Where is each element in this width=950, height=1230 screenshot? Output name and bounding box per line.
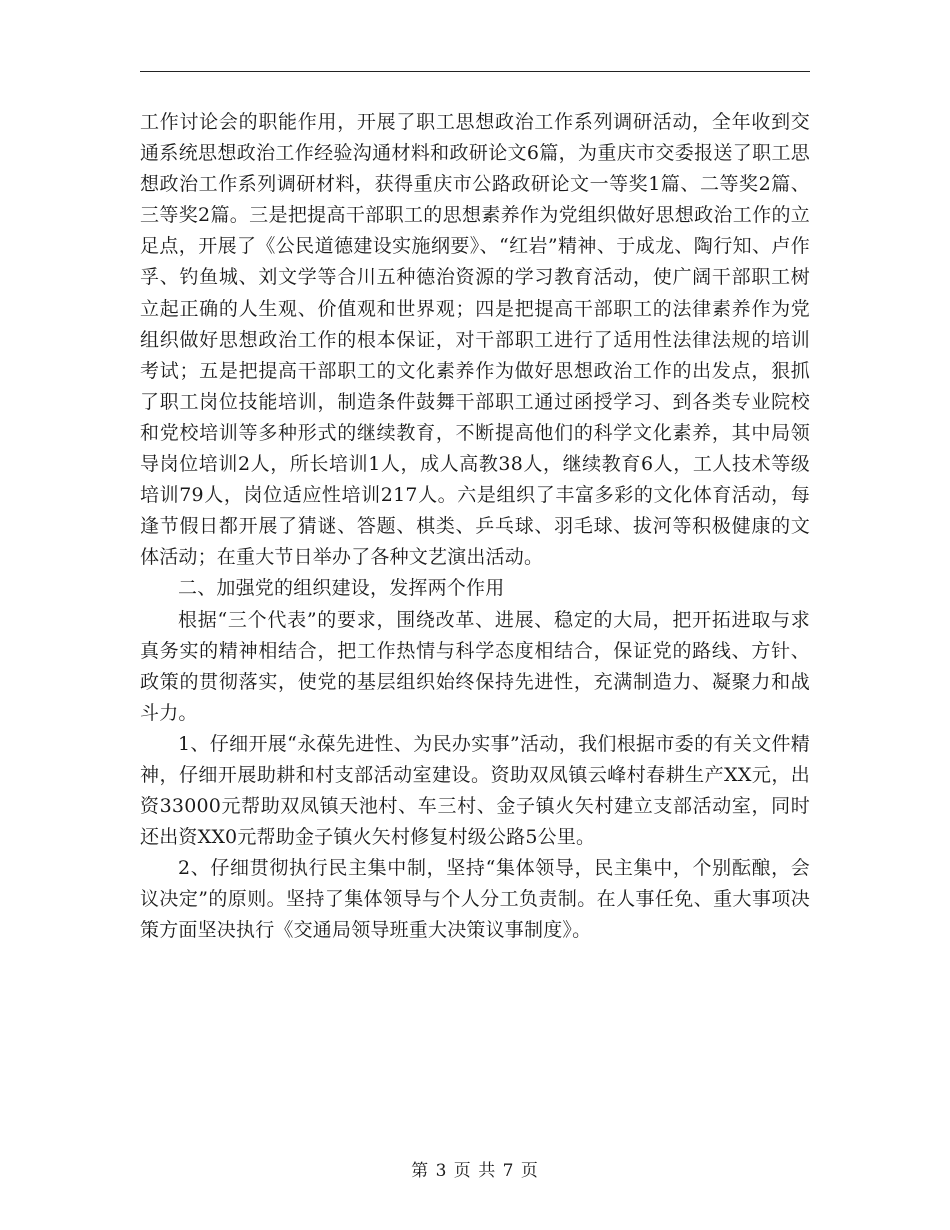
paragraph-3: 根据“三个代表”的要求，围绕改革、进展、稳定的大局，把开拓进取与求真务实的精神相结合，把工作热情与科学态度相结合，保证党的路线、方针、政策的贯彻落实，使党的基层组织始终保持先进性，充满制造力、凝聚力和战斗力。 bbox=[140, 608, 810, 724]
section-heading: 二、加强党的组织建设，发挥两个作用 bbox=[178, 577, 505, 600]
page-number: 第 3 页 共 7 页 bbox=[411, 1161, 539, 1181]
paragraph-5: 2、仔细贯彻执行民主集中制，坚持“集体领导，民主集中，个别酝酿，会议决定”的原则。坚持了集体领导与个人分工负责制。在人事任免、重大事项决策方面坚决执行《交通局领导班重大决策议事制度》。 bbox=[140, 857, 810, 942]
page-footer bbox=[0, 1156, 950, 1181]
header-rule bbox=[140, 71, 810, 72]
paragraph-4: 1、仔细开展“永葆先进性、为民办实事”活动，我们根据市委的有关文件精神，仔细开展助耕和村支部活动室建设。资助双凤镇云峰村春耕生产XX元，出资33000元帮助双凤镇天池村、车三村、金子镇火矢村建立支部活动室，同时还出资XX0元帮助金子镇火矢村修复村级公路5公里。 bbox=[140, 732, 810, 849]
paragraph-1: 工作讨论会的职能作用，开展了职工思想政治工作系列调研活动，全年收到交通系统思想政治工作经验沟通材料和政研论文6篇，为重庆市交委报送了职工思想政治工作系列调研材料，获得重庆市公路政研论文一等奖1篇、二等奖2篇、三等奖2篇。三是把提高干部职工的思想素养作为党组织做好思想政治工作的立足点，开展了《公民道德建设实施纲要》、“红岩”精神、于成龙、陶行知、卢作孚、钓鱼城、刘文学等合川五种德治资源的学习教育活动，使广阔干部职工树立起正确的人生观、价值观和世界观；四是把提高干部职工的法律素养作为党组织做好思想政治工作的根本保证，对干部职工进行了适用性法律法规的培训考试；五是把提高干部职工的文化素养作为做好思想政治工作的出发点，狠抓了职工岗位技能培训，制造条件鼓舞干部职工通过函授学习、到各类专业院校和党校培训等多种形式的继续教育，不断提高他们的科学文化素养，其中局领导岗位培训2人，所长培训1人，成人高教38人，继续教育6人，工人技术等级培训79人，岗位适应性培训217人。六是组织了丰富多彩的文化体育活动，每逢节假日都开展了猜谜、答题、棋类、乒乓球、羽毛球、拔河等积极健康的文体活动；在重大节日举办了各种文艺演出活动。 bbox=[140, 111, 810, 569]
document-body bbox=[140, 107, 810, 947]
